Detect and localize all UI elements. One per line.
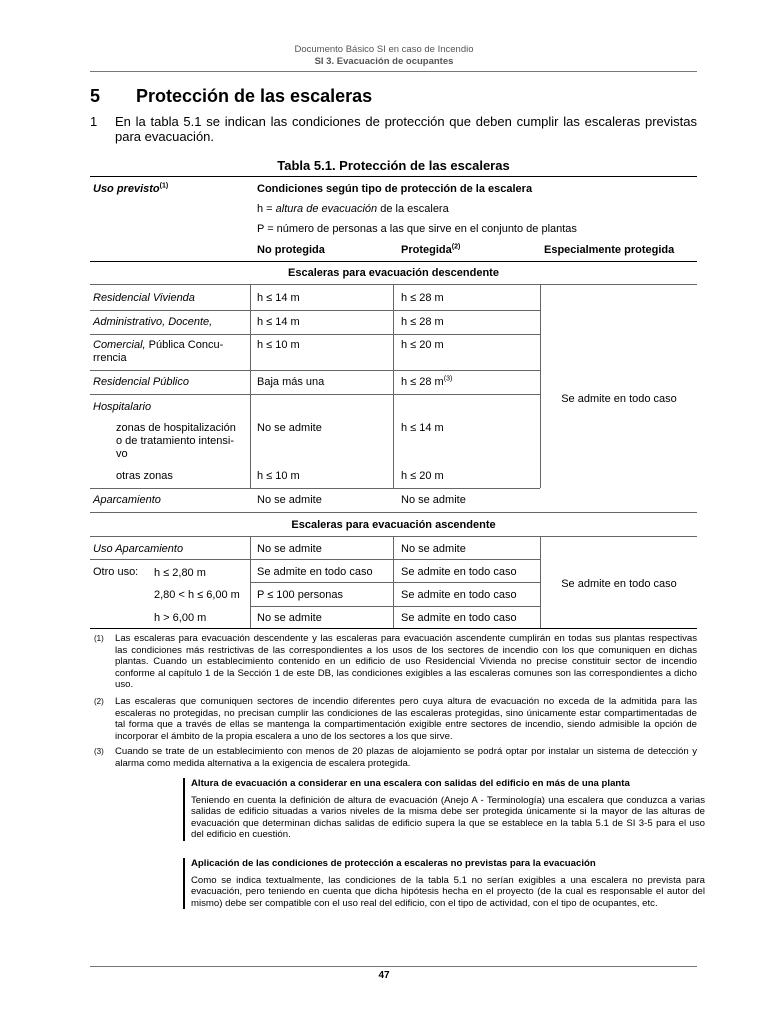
cell-np: h ≤ 10 m <box>257 470 300 482</box>
comment-body: Como se indica textualmente, las condiciones de la tabla 5.1 no serían exigibles a una escalera no prevista para evacuación, pero teniendo en cuenta que dicha hipótesis hecha en el proyecto (de la cual es responsable el autor del mismo) debe ser compatible con el uso real del edificio, con el tipo de actividad, con el tipo de ocupantes, etc. <box>191 874 705 909</box>
table-rule-bottom <box>90 628 697 629</box>
table-col-rule <box>393 536 394 628</box>
uso-aparcamiento: Aparcamiento <box>93 494 161 506</box>
running-header <box>0 44 768 68</box>
cell-p: No se admite <box>401 543 466 555</box>
cell-p: Se admite en todo caso <box>401 589 517 601</box>
footnote-marker: (1) <box>94 634 104 643</box>
header-uso-previsto: Uso previsto$^{(1)}$ <box>93 182 169 195</box>
comment-title: Aplicación de las condiciones de protección a escaleras no previstas para la evacuación <box>191 858 596 869</box>
otro-uso-h3: h > 6,00 m <box>154 612 207 624</box>
comment-title: Altura de evacuación a considerar en una escalera con salidas del edificio en más de una planta <box>191 778 630 789</box>
cell-np: h ≤ 10 m <box>257 339 300 351</box>
section-number: 5 <box>90 86 101 106</box>
especial-descendente: Se admite en todo caso <box>561 393 677 405</box>
cell-p: h ≤ 28 m <box>401 316 444 328</box>
cell-p: h ≤ 20 m <box>401 339 444 351</box>
uso-residencial-publico: Residencial Público <box>93 376 189 388</box>
table-rule <box>90 559 540 560</box>
table-col-rule <box>250 536 251 628</box>
footnote-marker: (3) <box>94 747 104 756</box>
table-rule <box>90 310 540 311</box>
cell-p: Se admite en todo caso <box>401 566 517 578</box>
header-line-2: SI 3. Evacuación de ocupantes <box>314 56 454 67</box>
table-col-rule <box>393 284 394 488</box>
cell-p: h ≤ 20 m <box>401 470 444 482</box>
footnote-text: Las escaleras para evacuación descendente y las escaleras para evacuación ascendente cumplirán en todas sus plantas respectivas las condiciones más restrictivas de las correspondientes a los usos de los sectores de incendio con los que comuniquen en dichas plantas. Cuando un establecimiento contenido en un edificio de uso Residencial Vivienda no precise constituir sector de incendio conforme al capítulo 1 de la Sección 1 de este DB, las condiciones exigibles a las escaleras comunes son las correspondientes a dicho uso. <box>115 633 697 691</box>
col-especialmente-protegida: Especialmente protegida <box>544 244 675 256</box>
uso-otras-zonas: otras zonas <box>116 470 173 482</box>
header-rule <box>90 71 697 72</box>
table-rule <box>250 606 540 607</box>
footnote-1 <box>90 633 697 691</box>
otro-uso-h2: 2,80 < h ≤ 6,00 m <box>154 589 240 601</box>
header-line-1: Documento Básico SI en caso de Incendio <box>294 44 474 55</box>
uso-zonas-hospitalizacion: zonas de hospitalización o de tratamiento intensi- vo <box>116 422 236 460</box>
p-definition: P = número de personas a las que sirve en el conjunto de plantas <box>257 223 577 235</box>
cell-np: h ≤ 14 m <box>257 316 300 328</box>
uso-hospitalario: Hospitalario <box>93 401 152 413</box>
col-protegida: Protegida$^{(2)}$ <box>401 243 461 256</box>
table-rule <box>90 394 540 395</box>
table-caption: Tabla 5.1. Protección de las escaleras <box>277 158 510 173</box>
table-rule <box>90 512 697 513</box>
col-no-protegida: No protegida <box>257 244 325 256</box>
group-ascendente: Escaleras para evacuación ascendente <box>291 519 496 531</box>
uso-administrativo: Administrativo, Docente, <box>93 316 213 328</box>
comment-box-2 <box>183 858 705 909</box>
cell-p: No se admite <box>401 494 466 506</box>
table-rule-header-bottom <box>90 261 697 262</box>
page-number: 47 <box>378 970 390 981</box>
footer-rule <box>90 966 697 967</box>
comment-box-1 <box>183 778 705 841</box>
especial-ascendente: Se admite en todo caso <box>561 578 677 590</box>
comment-body: Teniendo en cuenta la definición de altura de evacuación (Anejo A - Terminología) una escalera que conduzca a varias salidas de edificio situadas a varios niveles de la misma debe ser protegida únicamente si la mayor de las alturas de evacuación que determinan dichas salidas de edificio supera la que se establece en la tabla 5.1 de SI 3-5 para el uso del edificio en cuestión. <box>191 794 705 841</box>
otro-uso-label: Otro uso: <box>93 566 139 578</box>
cell-np: h ≤ 14 m <box>257 292 300 304</box>
group-descendente: Escaleras para evacuación descendente <box>288 267 499 279</box>
footnote-3 <box>90 746 697 769</box>
otro-uso-h1: h ≤ 2,80 m <box>154 567 206 579</box>
cell-p: h ≤ 28 $m^{(3)}$ <box>401 375 453 388</box>
section-heading <box>90 86 372 107</box>
protection-table <box>90 176 697 628</box>
h-definition: h = altura de evacuación de la escalera <box>257 203 449 215</box>
footnote-text: Cuando se trate de un establecimiento con menos de 20 plazas de alojamiento se podrá optar por instalar un sistema de detección y alarma como medida alternativa a la exigencia de escalera protegida. <box>115 746 697 769</box>
cell-p: h ≤ 28 m <box>401 292 444 304</box>
footnote-text: Las escaleras que comuniquen sectores de incendio diferentes pero cuya altura de evacuación no exceda de la admitida para las escaleras no protegidas, no precisan cumplir las condiciones de las escaleras protegidas, sino únicamente estar compartimentadas de tal forma que a través de ellas se mantenga la compartimentación exigible entre sectores de incendio, siendo admisible la opción de incorporar el ámbito de la propia escalera a uno de los sectores a los que sirve. <box>115 696 697 742</box>
footnote-2 <box>90 696 697 742</box>
table-rule <box>90 370 540 371</box>
cell-p: Se admite en todo caso <box>401 612 517 624</box>
uso-comercial: Comercial, Pública Concu- rrencia <box>93 339 224 364</box>
table-rule <box>90 488 540 489</box>
intro-paragraph <box>90 114 697 144</box>
cell-np: No se admite <box>257 543 322 555</box>
table-col-rule <box>250 284 251 488</box>
table-rule <box>90 334 540 335</box>
paragraph-number: 1 <box>90 114 98 129</box>
cell-p: h ≤ 14 m <box>401 422 444 434</box>
header-conditions: Condiciones según tipo de protección de la escalera <box>257 183 533 195</box>
cell-np: No se admite <box>257 422 322 434</box>
footnote-marker: (2) <box>94 697 104 706</box>
section-title: Protección de las escaleras <box>136 86 373 106</box>
cell-np: No se admite <box>257 494 322 506</box>
uso-aparcamiento-asc: Uso Aparcamiento <box>93 543 184 555</box>
table-rule-top <box>90 176 697 177</box>
cell-np: Baja más una <box>257 376 325 388</box>
table-col-rule <box>540 284 541 488</box>
paragraph-text: En la tabla 5.1 se indican las condiciones de protección que deben cumplir las escaleras previstas para evacuación. <box>115 114 697 144</box>
cell-np: Se admite en todo caso <box>257 566 373 578</box>
cell-np: No se admite <box>257 612 322 624</box>
uso-residencial-vivienda: Residencial Vivienda <box>93 292 195 304</box>
table-rule <box>250 582 540 583</box>
cell-np: P ≤ 100 personas <box>257 589 343 601</box>
